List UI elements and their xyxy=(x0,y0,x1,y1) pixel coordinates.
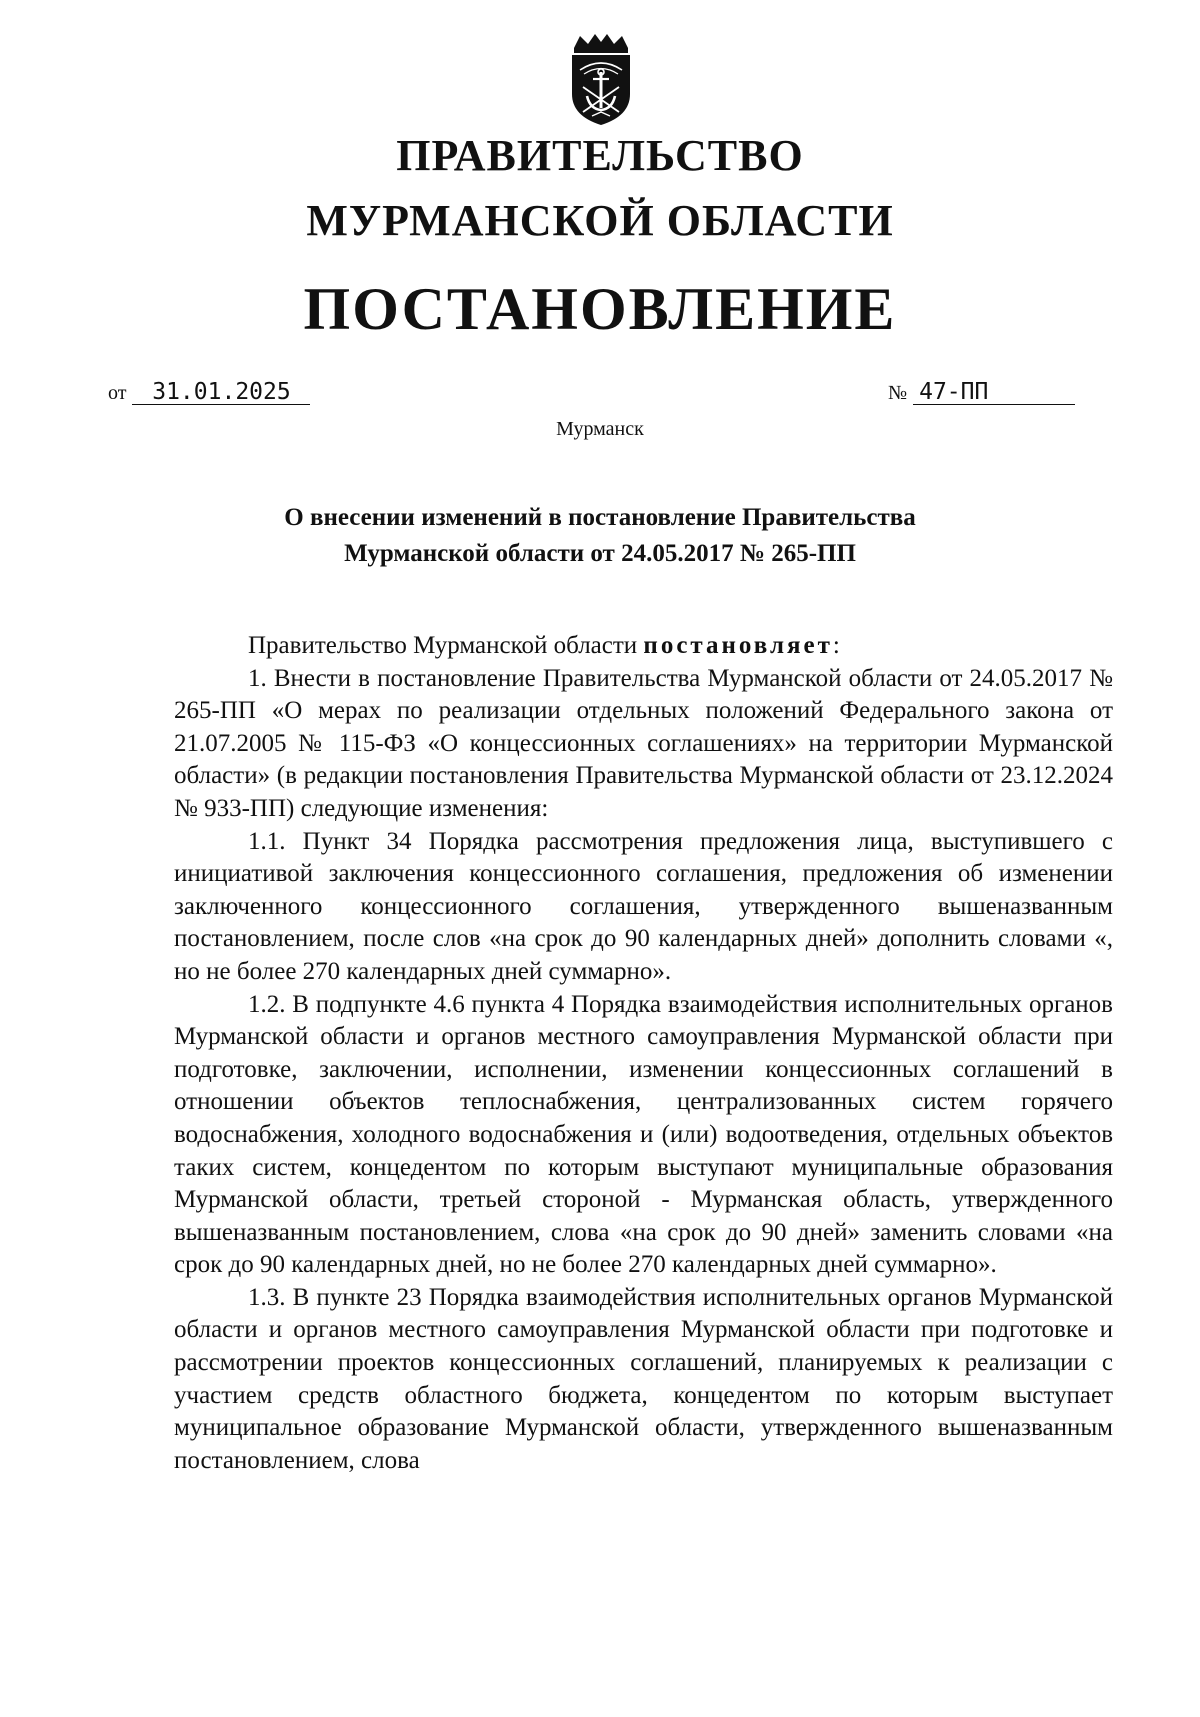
intro-prefix: Правительство Мурманской области xyxy=(248,632,644,659)
city-name: Мурманск xyxy=(556,418,644,440)
date-prefix: от xyxy=(108,382,127,404)
document-number xyxy=(888,380,1075,405)
subject-line2: Мурманской области от 24.05.2017 № 265-ПП xyxy=(344,540,856,567)
org-name-line1: ПРАВИТЕЛЬСТВО xyxy=(396,131,804,180)
body-paragraph-1-3: 1.3. В пункте 23 Порядка взаимодействия исполнительных органов Мурманской области и органов местного самоуправления Мурманской области при подготовке и рассмотрении проектов концессионных соглашений, планируемых к реализации с участием средств областного бюджета, концедентом по которым выступает муниципальное образование Мурманской области, утвержденного вышеназванным постановлением, слова xyxy=(174,1283,1113,1474)
number-prefix: № xyxy=(888,382,908,404)
murmansk-coat-of-arms-icon xyxy=(566,32,636,127)
subject-line1: О внесении изменений в постановление Правительства xyxy=(284,504,916,531)
body-paragraph-1: 1. Внести в постановление Правительства Мурманской области от 24.05.2017 № 265-ПП «О мерах по реализации отдельных положений Федерального закона от 21.07.2005 № 115-ФЗ «О концессионных соглашениях» на территории Мурманской области» (в редакции постановления Правительства Мурманской области от 23.12.2024 № 933-ПП) следующие изменения: xyxy=(174,664,1113,822)
date-value: 31.01.2025 xyxy=(132,380,310,405)
document-subject xyxy=(200,500,1000,572)
org-name-line2: МУРМАНСКОЙ ОБЛАСТИ xyxy=(306,196,894,245)
intro-suffix: : xyxy=(832,632,840,659)
intro-keyword: постановляет xyxy=(643,632,833,659)
document-type-title: ПОСТАНОВЛЕНИЕ xyxy=(303,276,897,342)
body-paragraph-1-1: 1.1. Пункт 34 Порядка рассмотрения предложения лица, выступившего с инициативой заключения концессионного соглашения, предложения об изменении заключенного концессионного соглашения, утвержденного вышеназванным постановлением, после слов «на срок до 90 календарных дней» дополнить словами «, но не более 270 календарных дней суммарно». xyxy=(174,827,1113,985)
document-date xyxy=(108,380,310,405)
body-intro xyxy=(174,630,1113,663)
document-body xyxy=(174,630,1113,1477)
body-paragraph-1-2: 1.2. В подпункте 4.6 пункта 4 Порядка взаимодействия исполнительных органов Мурманской области и органов местного самоуправления Мурманской области при подготовке, заключении, исполнении, изменении концессионных соглашений в отношении объектов теплоснабжения, централизованных систем горячего водоснабжения, холодного водоснабжения и (или) водоотведения, отдельных объектов таких систем, концедентом по которым выступают муниципальные образования Мурманской области, третьей стороной - Мурманская область, утвержденного вышеназванным постановлением, слова «на срок до 90 дней» заменить словами «на срок до 90 календарных дней, но не более 270 календарных дней суммарно». xyxy=(174,990,1113,1279)
number-value: 47-ПП xyxy=(913,380,1075,405)
